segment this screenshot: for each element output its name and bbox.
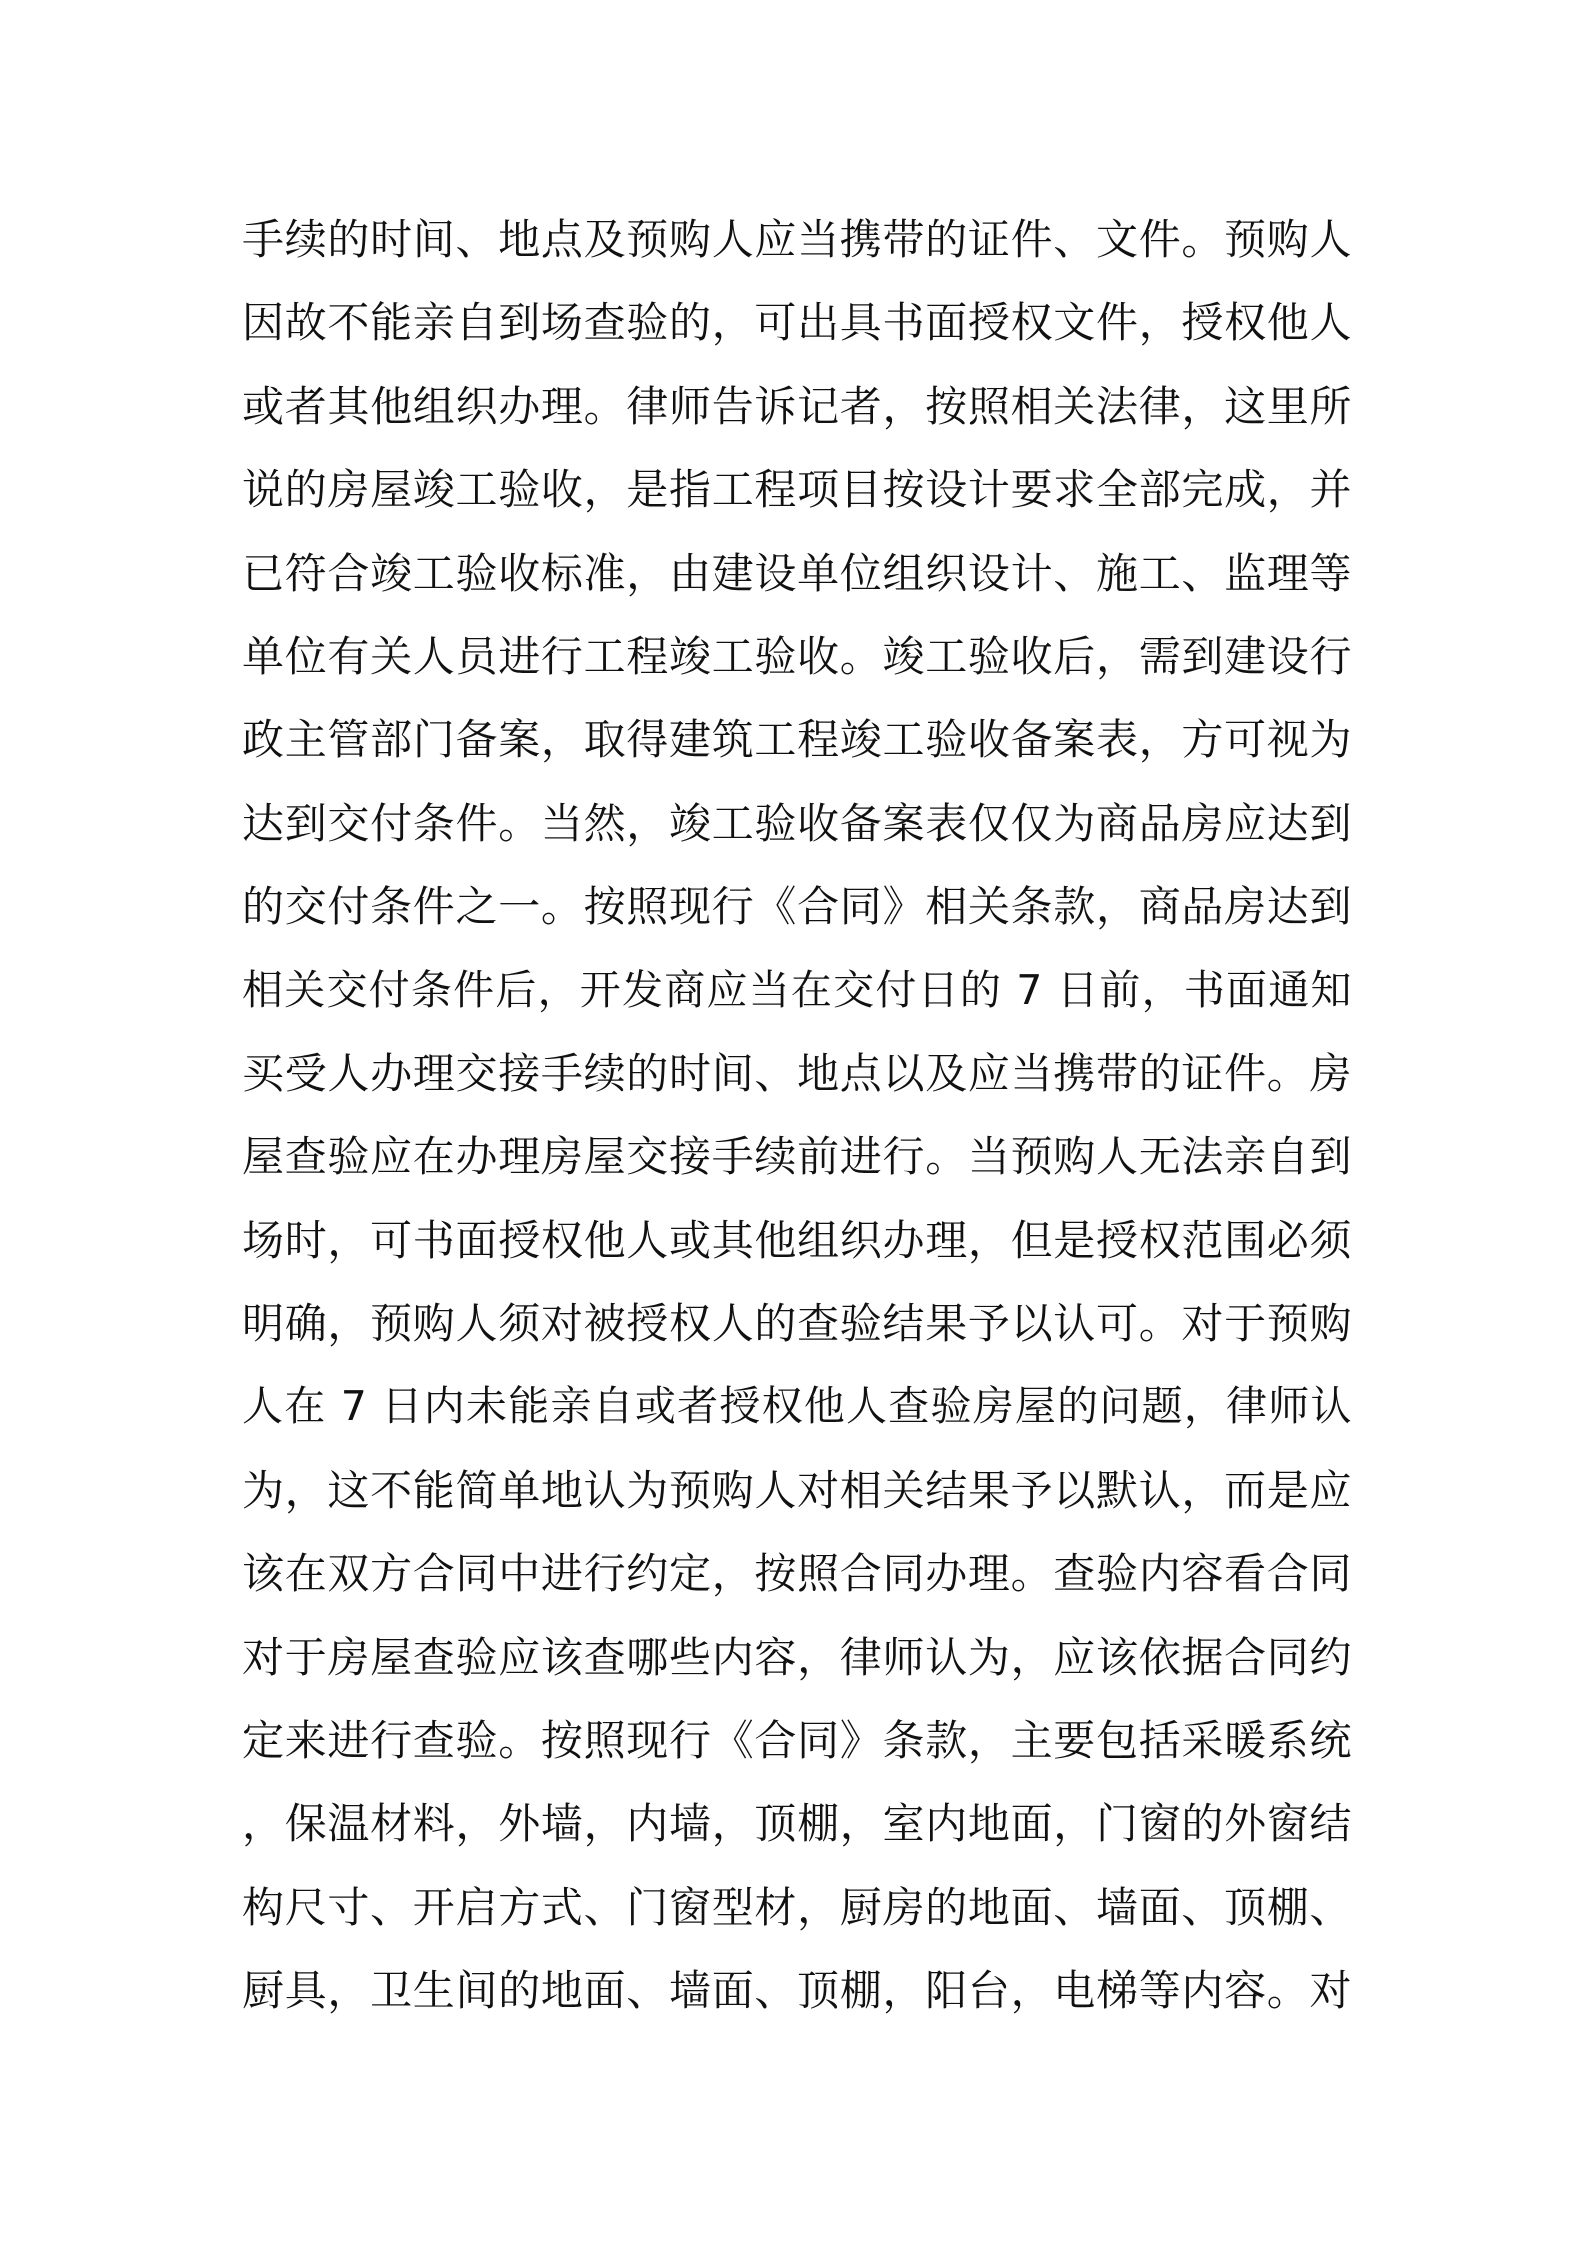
text-line: 手续的时间、地点及预购人应当携带的证件、文件。预购人 [242,215,1352,264]
text-line: ，保温材料，外墙，内墙，顶棚，室内地面，门窗的外窗结 [242,1799,1352,1849]
text-line: 已符合竣工验收标准，由建设单位组织设计、施工、监理等 [242,548,1352,598]
text-line: 或者其他组织办理。律师告诉记者，按照相关法律，这里所 [242,381,1352,431]
text-line: 单位有关人员进行工程竣工验收。竣工验收后，需到建设行 [242,631,1352,681]
text-line: 达到交付条件。当然，竣工验收备案表仅仅为商品房应达到 [242,798,1352,848]
text-line: 买受人办理交接手续的时间、地点以及应当携带的证件。房 [242,1048,1352,1098]
text-line: 对于房屋查验应该查哪些内容，律师认为，应该依据合同约 [242,1632,1352,1682]
text-line: 的交付条件之一。按照现行《合同》相关条款，商品房达到 [242,882,1352,932]
body-text [242,198,1352,2033]
text-line: 明确，预购人须对被授权人的查验结果予以认可。对于预购 [242,1299,1352,1349]
text-line: 该在双方合同中进行约定，按照合同办理。查验内容看合同 [242,1549,1352,1599]
text-line: 因故不能亲自到场查验的，可出具书面授权文件，授权他人 [242,298,1352,348]
text-line: 相关交付条件后，开发商应当在交付日的 7 日前，书面通知 [242,965,1352,1014]
text-line: 政主管部门备案，取得建筑工程竣工验收备案表，方可视为 [242,715,1352,765]
text-line: 人在 7 日内未能亲自或者授权他人查验房屋的问题，律师认 [242,1382,1352,1431]
text-line: 屋查验应在办理房屋交接手续前进行。当预购人无法亲自到 [242,1132,1352,1182]
text-line: 为，这不能简单地认为预购人对相关结果予以默认，而是应 [242,1465,1352,1515]
text-line: 场时，可书面授权他人或其他组织办理，但是授权范围必须 [242,1215,1352,1265]
text-line: 厨具，卫生间的地面、墙面、顶棚，阳台，电梯等内容。对 [242,1966,1352,2016]
text-line: 构尺寸、开启方式、门窗型材，厨房的地面、墙面、顶棚、 [242,1882,1352,1932]
text-line: 定来进行查验。按照现行《合同》条款，主要包括采暖系统 [242,1716,1352,1766]
text-line: 说的房屋竣工验收，是指工程项目按设计要求全部完成，并 [242,465,1352,515]
